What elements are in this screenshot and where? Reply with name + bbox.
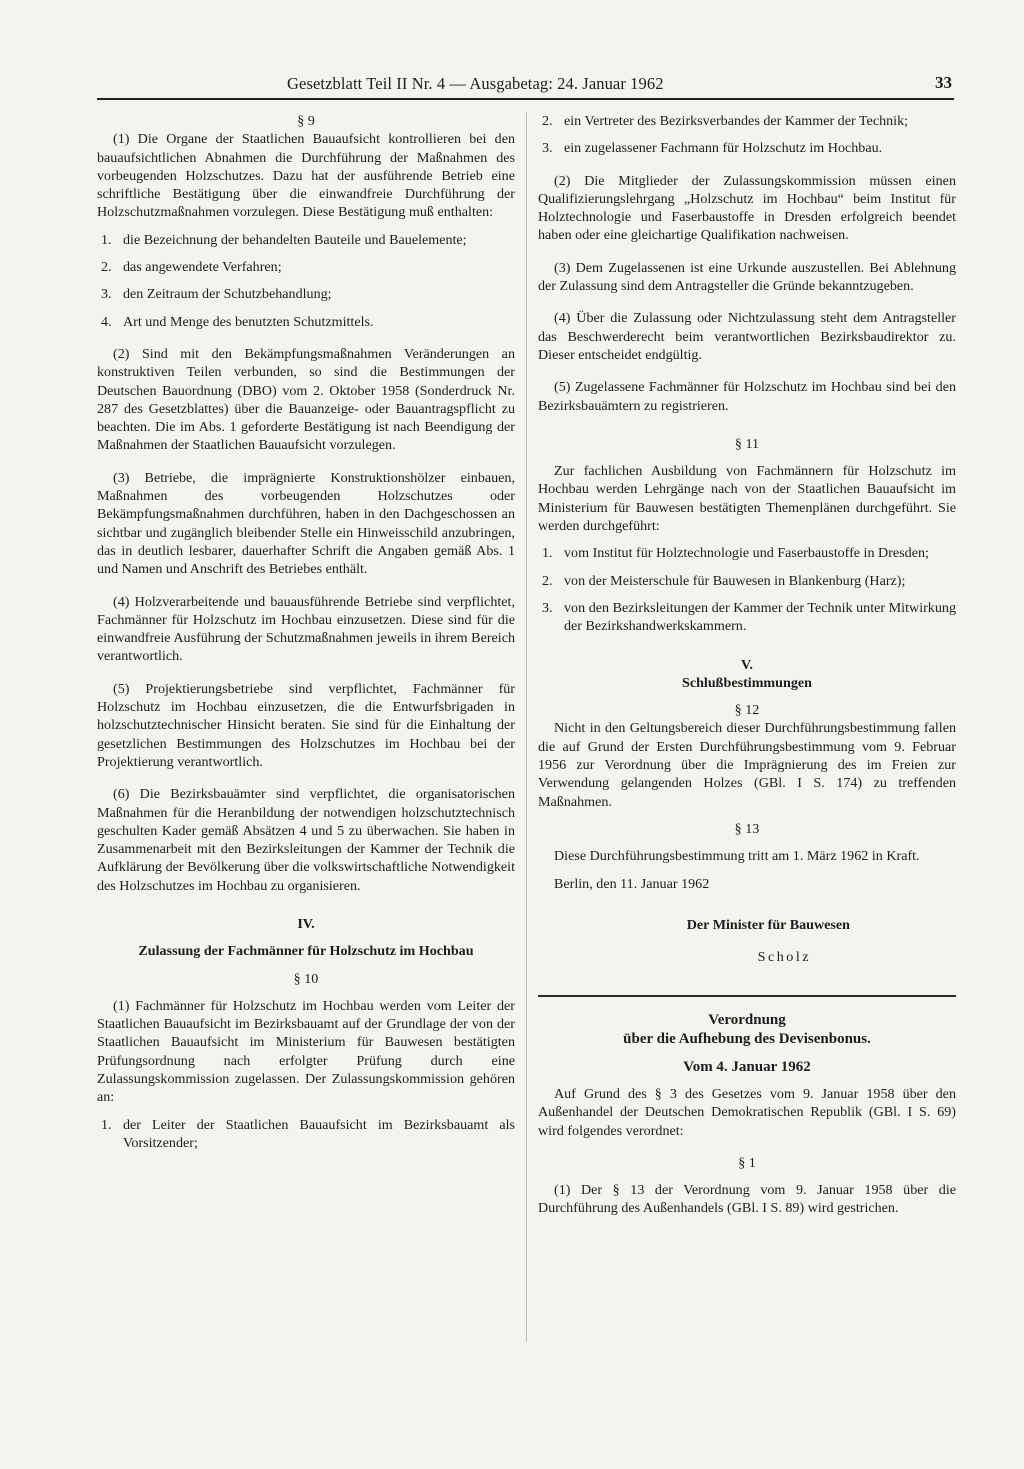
list-text: den Zeitraum der Schutzbehandlung; <box>123 286 332 303</box>
list-text: ein zugelassener Fachmann für Holzschutz im Hochbau. <box>564 140 883 157</box>
regulation-date: Vom 4. Januar 1962 <box>683 1058 811 1075</box>
signature-name: Scholz <box>757 949 811 966</box>
header-title: Gesetzblatt Teil II Nr. 4 — Ausgabetag: 24. Januar 1962 <box>287 74 664 93</box>
chapter-5-number: V. <box>741 656 753 673</box>
section-10-paragraph-3: (3) Dem Zugelassenen ist eine Urkunde auszustellen. Bei Ablehnung der Zulassung sind dem Antragsteller die Gründe bekanntzugeben. <box>538 259 956 295</box>
chapter-5-title: Schlußbestimmungen <box>681 674 812 691</box>
list-text: die Bezeichnung der behandelten Bauteile und Bauelemente; <box>123 231 467 248</box>
regulation-title-line-1: Verordnung <box>708 1011 786 1028</box>
list-number: 2. <box>101 259 112 276</box>
list-item <box>97 258 515 276</box>
list-item <box>97 1116 515 1153</box>
regulation-title-line-2: über die Aufhebung des Devisenbonus. <box>623 1030 871 1047</box>
list-text: das angewendete Verfahren; <box>123 259 282 276</box>
list-number: 2. <box>542 572 553 589</box>
list-number: 3. <box>101 286 112 303</box>
column-rule <box>526 112 527 1342</box>
regulation-section-1-heading: § 1 <box>738 1154 756 1171</box>
section-9-paragraph-1: (1) Die Organe der Staatlichen Bauaufsicht kontrollieren bei den bauaufsichtlichen Abnahmen die Durchführung der Maßnahmen des vorbeugenden Holzschutzes. Dazu hat der ausführende Betrieb eine schriftliche Bestätigung über die einwandfreie Durchführung der Holzschutzmaßnahmen vorzulegen. Diese Bestätigung muß enthalten: <box>97 131 515 221</box>
section-10-paragraph-1: (1) Fachmänner für Holzschutz im Hochbau werden vom Leiter der Staatlichen Bauaufsicht im Bezirksbauamt auf der Grundlage der von der Staatlichen Bauaufsicht im Ministerium für Bauwesen bestätigten Prüfungsordnung nach erfolgter Prüfung durch eine Zulassungskommission zugelassen. Der Zulassungskommission gehören an: <box>97 997 515 1106</box>
list-item <box>97 285 515 303</box>
list-item <box>97 313 515 331</box>
page-number: 33 <box>935 73 952 92</box>
section-9-paragraph-4: (4) Holzverarbeitende und bauausführende Betriebe sind verpflichtet, Fachmänner für Holzschutz im Hochbau einzusetzen. Diese sind für die einwandfreie Ausführung der Schutzmaßnahmen jeweils in ihrem Bereich verantwortlich. <box>97 593 515 665</box>
list-item <box>538 139 956 157</box>
list-text: Art und Menge des benutzten Schutzmittels. <box>123 313 374 330</box>
list-number: 3. <box>542 599 553 616</box>
section-11-paragraph-1: Zur fachlichen Ausbildung von Fachmännern für Holzschutz im Hochbau werden Lehrgänge nach von der Staatlichen Bauaufsicht im Ministerium für Bauwesen bestätigten Themenplänen durchgeführt. Sie werden durchgeführt: <box>538 463 956 535</box>
right-column <box>538 112 956 1218</box>
section-9-heading: § 9 <box>297 113 315 129</box>
chapter-4-title: Zulassung der Fachmänner für Holzschutz im Hochbau <box>138 943 474 960</box>
section-10-paragraph-4: (4) Über die Zulassung oder Nichtzulassung steht dem Antragsteller das Beschwerderecht beim verantwortlichen Bezirksbaudirektor zu. Dieser entscheidet endgültig. <box>538 310 956 363</box>
signature-title: Der Minister für Bauwesen <box>686 916 850 933</box>
section-9-paragraph-3: (3) Betriebe, die imprägnierte Konstruktionshölzer einbauen, Maßnahmen des vorbeugenden Holzschutzes oder Bekämpfungsmaßnahmen durchführen, haben in den Dachgeschossen an sichtbar und zugänglich bleibender Stelle ein Hinweisschild anzubringen, das in deutlich lesbarer, dauerhafter Schrift die Angaben gemäß Abs. 1 und Namen und Anschrift des Betriebes enthält. <box>97 469 515 578</box>
list-item <box>97 231 515 249</box>
section-13-heading: § 13 <box>734 820 760 837</box>
section-10-heading: § 10 <box>293 970 319 987</box>
list-text: von der Meisterschule für Bauwesen in Blankenburg (Harz); <box>564 572 906 589</box>
list-item <box>538 599 956 636</box>
section-9-paragraph-2: (2) Sind mit den Bekämpfungsmaßnahmen Veränderungen an konstruktiven Teilen verbunden, so sind die Bestimmungen der Deutschen Bauordnung (DBO) vom 2. Oktober 1958 (Sonderdruck Nr. 287 des Gesetzblattes) über die Bauanzeige- oder Bauantragspflicht zu beachten. Die im Abs. 1 geforderte Bestätigung ist nach Beendigung der Maßnahmen der Staatlichen Bauaufsicht vorzulegen. <box>97 345 515 454</box>
section-12-heading: § 12 <box>734 702 760 719</box>
list-text: von den Bezirksleitungen der Kammer der Technik unter Mitwirkung der Bezirkshandwerkskammern. <box>564 599 956 635</box>
list-number: 3. <box>542 140 553 157</box>
regulation-section-1-paragraph-1: (1) Der § 13 der Verordnung vom 9. Januar 1958 über die Durchführung des Außenhandels (GBl. I S. 89) wird gestrichen. <box>538 1182 956 1217</box>
list-item <box>538 572 956 590</box>
regulation-preamble: Auf Grund des § 3 des Gesetzes vom 9. Januar 1958 über den Außenhandel der Deutschen Demokratischen Republik (GBl. I S. 69) wird folgendes verordnet: <box>538 1085 956 1139</box>
list-number: 1. <box>542 545 553 562</box>
list-text: ein Vertreter des Bezirksverbandes der Kammer der Technik; <box>564 113 909 129</box>
section-9-paragraph-5: (5) Projektierungsbetriebe sind verpflichtet, Fachmänner für Holzschutz im Hochbau einzusetzen, die die Entwurfsbrigaden in holzschutztechnischer Hinsicht beraten. Sie sind für die Einhaltung der gesetzlichen Bestimmungen des Holzschutzes im Hochbau bei der Projektierung verantwortlich. <box>97 680 515 770</box>
list-text: vom Institut für Holztechnologie und Faserbaustoffe in Dresden; <box>564 545 929 562</box>
left-column <box>97 112 515 1152</box>
section-12-paragraph-1: Nicht in den Geltungsbereich dieser Durchführungsbestimmung fallen die auf Grund der Ersten Durchführungsbestimmung vom 9. Februar 1956 zur Verordnung über die Imprägnierung des im Freien zur Verwendung gelangenden Holzes (GBl. I S. 174) zu treffenden Maßnahmen. <box>538 720 956 810</box>
section-10-paragraph-5: (5) Zugelassene Fachmänner für Holzschutz im Hochbau sind bei den Bezirksbauämtern zu registrieren. <box>538 379 956 414</box>
section-11-heading: § 11 <box>734 435 760 452</box>
place-date: Berlin, den 11. Januar 1962 <box>554 875 710 892</box>
section-10-paragraph-2: (2) Die Mitglieder der Zulassungskommission müssen einen Qualifizierungslehrgang „Holzschutz im Hochbau“ beim Institut für Holztechnologie und Faserbaustoffe in Dresden erfolgreich beendet haben oder eine gleichartige Qualifikation nachweisen. <box>538 172 956 244</box>
list-item <box>538 544 956 562</box>
section-9-paragraph-6: (6) Die Bezirksbauämter sind verpflichtet, die organisatorischen Maßnahmen für die Heranbildung der notwendigen holzschutztechnisch geschulten Kader gemäß Absätzen 4 und 5 zu überwachen. Sie haben in Zusammenarbeit mit den Bezirksleitungen der Kammer der Technik die Aufklärung der Bevölkerung über die volkswirtschaftliche Notwendigkeit des Holzschutzes im Hochbau zu organisieren. <box>97 786 515 894</box>
list-item <box>538 112 956 130</box>
running-header <box>97 72 954 100</box>
chapter-4-number: IV. <box>297 915 315 932</box>
list-number: 1. <box>101 1116 112 1133</box>
list-number: 1. <box>101 231 112 248</box>
list-number: 2. <box>542 113 553 129</box>
section-13-paragraph-1: Diese Durchführungsbestimmung tritt am 1. März 1962 in Kraft. <box>554 848 920 865</box>
list-text: der Leiter der Staatlichen Bauaufsicht im Bezirksbauamt als Vorsitzender; <box>123 1116 515 1151</box>
list-number: 4. <box>101 313 112 330</box>
